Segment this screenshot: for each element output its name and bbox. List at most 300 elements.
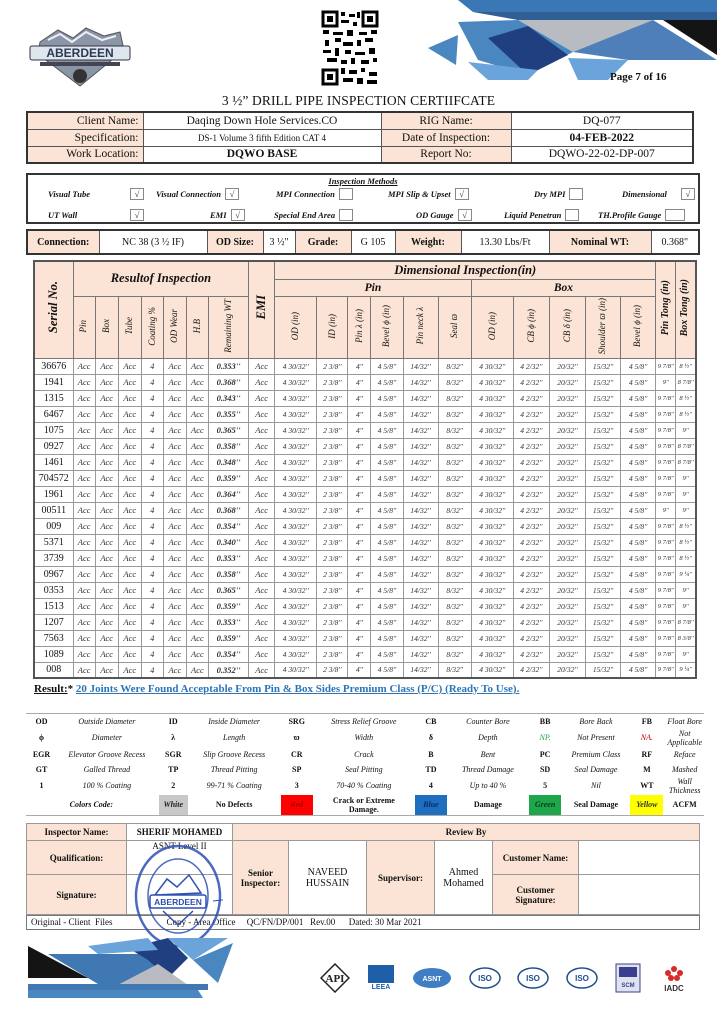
serial-no-cell: 0927 (34, 438, 73, 454)
checkbox-visual-tube[interactable]: √ (130, 188, 144, 200)
pin-neck-cell: 14/32'' (403, 630, 438, 646)
pin-bevel-cell: 4 5/8'' (371, 454, 403, 470)
customer-signature-field[interactable] (579, 875, 700, 915)
coating-cell: 4 (141, 374, 163, 390)
box-od-cell: 4 30/32'' (471, 614, 513, 630)
box-tong-cell: 8 ½'' (676, 518, 696, 534)
checkbox-visual-connection[interactable]: √ (225, 188, 239, 200)
checkbox-emi[interactable]: √ (231, 209, 245, 221)
legend-abbreviation: ID (168, 716, 178, 726)
pin-bevel-cell: 4 5/8'' (371, 662, 403, 678)
pin-id-cell: 2 3/8'' (317, 438, 348, 454)
remaining-wt-cell: 0.359'' (208, 470, 248, 486)
box-result-cell: Acc (95, 550, 118, 566)
pin-od-cell: 4 30/32'' (275, 614, 317, 630)
header-box-od: OD (in) (471, 296, 513, 358)
rig-name-value: DQ-077 (511, 112, 693, 129)
pin-od-cell: 4 30/32'' (275, 518, 317, 534)
box-tong-cell: 8 7/8'' (676, 438, 696, 454)
serial-no-cell: 1315 (34, 390, 73, 406)
tube-result-cell: Acc (118, 518, 141, 534)
color-meaning-white: No Defects (215, 800, 253, 809)
legend-abbreviation: M (643, 764, 651, 774)
serial-no-cell: 009 (34, 518, 73, 534)
box-result-cell: Acc (95, 422, 118, 438)
serial-no-cell: 1941 (34, 374, 73, 390)
table-row (34, 550, 696, 566)
cb-diameter-cell: 4 2/32'' (513, 662, 549, 678)
cb-depth-cell: 20/32'' (549, 406, 585, 422)
table-row (34, 422, 696, 438)
pin-id-cell: 2 3/8'' (317, 534, 348, 550)
pin-od-cell: 4 30/32'' (275, 390, 317, 406)
legend-row (26, 729, 704, 747)
shoulder-width-cell: 15/32'' (586, 438, 621, 454)
header-pin-tong: Pin Tong (in) (656, 261, 676, 358)
table-row (34, 358, 696, 374)
box-result-cell: Acc (95, 454, 118, 470)
tube-result-cell: Acc (118, 374, 141, 390)
pin-id-cell: 2 3/8'' (317, 662, 348, 678)
pin-od-cell: 4 30/32'' (275, 646, 317, 662)
legend-meaning: Seal Damage (574, 764, 618, 774)
pin-tong-cell: 9 7/8'' (656, 614, 676, 630)
weight-value: 13.30 Lbs/Ft (461, 230, 549, 254)
pin-neck-cell: 14/32'' (403, 598, 438, 614)
checkbox-th-profile-gauge[interactable] (665, 209, 685, 221)
pin-length-cell: 4'' (348, 406, 371, 422)
box-result-cell: Acc (95, 502, 118, 518)
checkbox-ut-wall[interactable]: √ (130, 209, 144, 221)
od-wear-cell: Acc (163, 454, 186, 470)
legend-meaning: Not Applicable (667, 728, 702, 747)
hb-cell: Acc (186, 614, 208, 630)
cb-depth-cell: 20/32'' (549, 454, 585, 470)
legend-abbreviation: TP (168, 764, 179, 774)
cb-diameter-cell: 4 2/32'' (513, 566, 549, 582)
box-result-cell: Acc (95, 630, 118, 646)
legend-abbreviation: OD (35, 716, 48, 726)
table-row (34, 390, 696, 406)
serial-no-cell: 3739 (34, 550, 73, 566)
table-row (34, 566, 696, 582)
od-wear-cell: Acc (163, 358, 186, 374)
seal-width-cell: 8/32'' (438, 358, 471, 374)
remaining-wt-cell: 0.354'' (208, 646, 248, 662)
pin-neck-cell: 14/32'' (403, 614, 438, 630)
cb-diameter-cell: 4 2/32'' (513, 422, 549, 438)
box-result-cell: Acc (95, 486, 118, 502)
legend-abbreviation: ϖ (293, 733, 300, 742)
legend-row (26, 777, 704, 795)
serial-no-cell: 5371 (34, 534, 73, 550)
checkbox-mpi-connection[interactable] (339, 188, 353, 200)
pin-od-cell: 4 30/32'' (275, 582, 317, 598)
pin-result-cell: Acc (73, 566, 95, 582)
table-row (34, 470, 696, 486)
box-bevel-cell: 4 5/8'' (621, 374, 656, 390)
header-pin-id: ID (in) (317, 296, 348, 358)
pin-id-cell: 2 3/8'' (317, 406, 348, 422)
box-od-cell: 4 30/32'' (471, 454, 513, 470)
od-wear-cell: Acc (163, 502, 186, 518)
pin-length-cell: 4'' (348, 422, 371, 438)
shoulder-width-cell: 15/32'' (586, 630, 621, 646)
remaining-wt-cell: 0.359'' (208, 630, 248, 646)
legend-abbreviation: λ (171, 733, 176, 742)
table-row (34, 518, 696, 534)
header-pin-od: OD (in) (275, 296, 317, 358)
header-pin-neck: Pin neck λ (403, 296, 438, 358)
pin-id-cell: 2 3/8'' (317, 566, 348, 582)
pin-result-cell: Acc (73, 614, 95, 630)
coating-cell: 4 (141, 358, 163, 374)
pin-bevel-cell: 4 5/8'' (371, 470, 403, 486)
seal-width-cell: 8/32'' (438, 470, 471, 486)
legend-abbreviation: EGR (32, 749, 51, 759)
box-result-cell: Acc (95, 406, 118, 422)
box-bevel-cell: 4 5/8'' (621, 358, 656, 374)
cb-depth-cell: 20/32'' (549, 486, 585, 502)
table-row (34, 598, 696, 614)
serial-no-cell: 1961 (34, 486, 73, 502)
serial-no-cell: 1089 (34, 646, 73, 662)
od-wear-cell: Acc (163, 422, 186, 438)
legend-abbreviation: PC (539, 749, 551, 759)
work-location-value: DQWO BASE (143, 146, 381, 163)
hb-cell: Acc (186, 662, 208, 678)
header-box-bevel: Bevel ϕ (in) (621, 296, 656, 358)
emi-cell: Acc (249, 518, 275, 534)
box-tong-cell: 8 ½'' (676, 358, 696, 374)
serial-no-cell: 1207 (34, 614, 73, 630)
box-result-cell: Acc (95, 614, 118, 630)
od-wear-cell: Acc (163, 470, 186, 486)
company-stamp (133, 843, 223, 949)
table-row (34, 646, 696, 662)
pin-tong-cell: 9 7/8'' (656, 406, 676, 422)
pin-neck-cell: 14/32'' (403, 502, 438, 518)
shoulder-width-cell: 15/32'' (586, 518, 621, 534)
box-tong-cell: 9'' (676, 486, 696, 502)
pin-od-cell: 4 30/32'' (275, 358, 317, 374)
shoulder-width-cell: 15/32'' (586, 550, 621, 566)
page-indicator: Page 7 of 16 (610, 71, 667, 83)
result-summary (34, 683, 519, 695)
header-result-of-inspection: Resultof Inspection (73, 261, 249, 296)
legend-abbreviation: SRG (288, 716, 305, 726)
hb-cell: Acc (186, 390, 208, 406)
pin-tong-cell: 9 7/8'' (656, 550, 676, 566)
colors-code-row (26, 795, 704, 816)
seal-width-cell: 8/32'' (438, 550, 471, 566)
color-swatch-blue: Blue (413, 795, 449, 816)
legend-abbreviation: 1 (39, 781, 44, 790)
od-wear-cell: Acc (163, 550, 186, 566)
table-row (34, 438, 696, 454)
shoulder-width-cell: 15/32'' (586, 374, 621, 390)
inspector-name-value: SHERIF MOHAMED (127, 824, 233, 841)
table-row (34, 406, 696, 422)
od-wear-cell: Acc (163, 438, 186, 454)
od-size-value: 3 ½" (263, 230, 295, 254)
box-od-cell: 4 30/32'' (471, 390, 513, 406)
checkbox-liquid-penetrant[interactable] (565, 209, 579, 221)
remaining-wt-cell: 0.365'' (208, 582, 248, 598)
pin-od-cell: 4 30/32'' (275, 406, 317, 422)
box-result-cell: Acc (95, 662, 118, 678)
pin-neck-cell: 14/32'' (403, 534, 438, 550)
box-od-cell: 4 30/32'' (471, 374, 513, 390)
cb-diameter-cell: 4 2/32'' (513, 518, 549, 534)
cb-diameter-cell: 4 2/32'' (513, 646, 549, 662)
tube-result-cell: Acc (118, 566, 141, 582)
pin-tong-cell: 9 7/8'' (656, 518, 676, 534)
method-dry-mpi: Dry MPI (534, 188, 583, 200)
result-marker: * (67, 683, 74, 695)
cb-depth-cell: 20/32'' (549, 662, 585, 678)
pin-length-cell: 4'' (348, 374, 371, 390)
remaining-wt-cell: 0.358'' (208, 438, 248, 454)
checkbox-special-end-area[interactable] (339, 209, 353, 221)
pin-tong-cell: 9 7/8'' (656, 438, 676, 454)
box-tong-cell: 8 3/8'' (676, 630, 696, 646)
emi-cell: Acc (249, 406, 275, 422)
legend-meaning: Nil (591, 781, 601, 790)
od-wear-cell: Acc (163, 486, 186, 502)
coating-cell: 4 (141, 406, 163, 422)
work-location-label: Work Location: (27, 146, 143, 163)
cb-diameter-cell: 4 2/32'' (513, 550, 549, 566)
pin-result-cell: Acc (73, 550, 95, 566)
seal-width-cell: 8/32'' (438, 614, 471, 630)
cb-diameter-cell: 4 2/32'' (513, 438, 549, 454)
header-coating: Coating % (141, 296, 163, 358)
coating-cell: 4 (141, 454, 163, 470)
svg-text:ISO: ISO (575, 974, 590, 983)
box-bevel-cell: 4 5/8'' (621, 566, 656, 582)
method-od-gauge: OD Gauge √ (416, 209, 472, 221)
specification-label: Specification: (27, 129, 143, 146)
pin-id-cell: 2 3/8'' (317, 486, 348, 502)
box-tong-cell: 9 ¼'' (676, 566, 696, 582)
box-od-cell: 4 30/32'' (471, 422, 513, 438)
document-control-footer: Original - Client Files Copy - Area Office QC/FN/DP/001 Rev.00 Dated: 30 Mar 2021 (26, 915, 700, 930)
legend-meaning: Stress Relief Groove (331, 716, 397, 726)
pin-bevel-cell: 4 5/8'' (371, 630, 403, 646)
qr-code[interactable] (321, 10, 379, 86)
pin-result-cell: Acc (73, 374, 95, 390)
pin-id-cell: 2 3/8'' (317, 630, 348, 646)
pin-result-cell: Acc (73, 534, 95, 550)
legend-meaning: Bore Back (579, 716, 613, 726)
tube-result-cell: Acc (118, 630, 141, 646)
header-serial-no: Serial No. (34, 261, 73, 358)
seal-width-cell: 8/32'' (438, 422, 471, 438)
box-od-cell: 4 30/32'' (471, 582, 513, 598)
hb-cell: Acc (186, 646, 208, 662)
coating-cell: 4 (141, 566, 163, 582)
seal-width-cell: 8/32'' (438, 374, 471, 390)
pin-neck-cell: 14/32'' (403, 454, 438, 470)
method-dimensional: Dimensional √ (622, 188, 695, 200)
inspection-data-table (33, 260, 697, 679)
box-tong-cell: 9'' (676, 646, 696, 662)
header-pin-group: Pin (275, 279, 472, 296)
box-bevel-cell: 4 5/8'' (621, 534, 656, 550)
result-label: Result: (34, 683, 68, 695)
method-special-end-area: Special End Area (274, 209, 353, 221)
pin-od-cell: 4 30/32'' (275, 438, 317, 454)
checkbox-dry-mpi[interactable] (569, 188, 583, 200)
pin-length-cell: 4'' (348, 662, 371, 678)
color-swatch-red: Red (279, 795, 315, 816)
pin-bevel-cell: 4 5/8'' (371, 502, 403, 518)
checkbox-od-gauge[interactable]: √ (458, 209, 472, 221)
shoulder-width-cell: 15/32'' (586, 582, 621, 598)
cb-diameter-cell: 4 2/32'' (513, 582, 549, 598)
method-mpi-connection: MPI Connection (276, 188, 353, 200)
seal-width-cell: 8/32'' (438, 454, 471, 470)
hb-cell: Acc (186, 550, 208, 566)
inspector-name-label: Inspector Name: (27, 824, 127, 841)
grade-value: G 105 (351, 230, 395, 254)
legend-abbreviation: BB (539, 716, 551, 726)
tube-result-cell: Acc (118, 358, 141, 374)
legend-abbreviation: 2 (171, 781, 176, 790)
pin-neck-cell: 14/32'' (403, 358, 438, 374)
tube-result-cell: Acc (118, 614, 141, 630)
table-row (34, 486, 696, 502)
pin-result-cell: Acc (73, 422, 95, 438)
seal-width-cell: 8/32'' (438, 502, 471, 518)
box-tong-cell: 8 7/8'' (676, 374, 696, 390)
pin-id-cell: 2 3/8'' (317, 470, 348, 486)
table-row (34, 502, 696, 518)
seal-width-cell: 8/32'' (438, 630, 471, 646)
pin-tong-cell: 9 7/8'' (656, 646, 676, 662)
header-seal-width: Seal ϖ (438, 296, 471, 358)
box-tong-cell: 9'' (676, 470, 696, 486)
pin-result-cell: Acc (73, 358, 95, 374)
pin-od-cell: 4 30/32'' (275, 630, 317, 646)
table-row (34, 454, 696, 470)
cb-depth-cell: 20/32'' (549, 598, 585, 614)
cb-depth-cell: 20/32'' (549, 374, 585, 390)
serial-no-cell: 0353 (34, 582, 73, 598)
checkbox-dimensional[interactable]: √ (681, 188, 695, 200)
legend-abbreviation: SP (292, 764, 302, 774)
box-result-cell: Acc (95, 646, 118, 662)
header-od-wear: OD Wear (163, 296, 186, 358)
legend-meaning: Bent (480, 749, 496, 759)
signature-table (26, 823, 700, 915)
tube-result-cell: Acc (118, 646, 141, 662)
legend-meaning: Not Present (577, 733, 615, 742)
header-tube: Tube (118, 296, 141, 358)
pin-tong-cell: 9 7/8'' (656, 470, 676, 486)
hb-cell: Acc (186, 406, 208, 422)
coating-cell: 4 (141, 486, 163, 502)
emi-cell: Acc (249, 374, 275, 390)
pin-length-cell: 4'' (348, 550, 371, 566)
pin-result-cell: Acc (73, 470, 95, 486)
box-bevel-cell: 4 5/8'' (621, 502, 656, 518)
legend-meaning: 100 % Coating (82, 781, 132, 790)
pin-result-cell: Acc (73, 646, 95, 662)
hb-cell: Acc (186, 470, 208, 486)
tube-result-cell: Acc (118, 502, 141, 518)
tube-result-cell: Acc (118, 486, 141, 502)
table-row (34, 630, 696, 646)
legend-meaning: Crack (354, 749, 374, 759)
od-wear-cell: Acc (163, 646, 186, 662)
legend-abbreviation: SD (539, 764, 551, 774)
box-od-cell: 4 30/32'' (471, 486, 513, 502)
customer-name-label: Customer Name: (493, 841, 579, 875)
pin-od-cell: 4 30/32'' (275, 550, 317, 566)
remaining-wt-cell: 0.353'' (208, 550, 248, 566)
legend-meaning: Galled Thread (83, 764, 131, 774)
cb-depth-cell: 20/32'' (549, 566, 585, 582)
method-ut-wall: UT Wall √ (48, 209, 144, 221)
od-wear-cell: Acc (163, 630, 186, 646)
pin-tong-cell: 9 7/8'' (656, 390, 676, 406)
header-pin-length: Pin λ (in) (348, 296, 371, 358)
pin-id-cell: 2 3/8'' (317, 502, 348, 518)
legend-meaning: Thread Damage (461, 764, 514, 774)
signature-label: Signature: (27, 875, 127, 915)
pin-length-cell: 4'' (348, 518, 371, 534)
pin-id-cell: 2 3/8'' (317, 454, 348, 470)
box-bevel-cell: 4 5/8'' (621, 582, 656, 598)
senior-inspector-value: NAVEED HUSSAIN (289, 841, 367, 915)
pin-result-cell: Acc (73, 598, 95, 614)
connection-value: NC 38 (3 ½ IF) (99, 230, 207, 254)
seal-width-cell: 8/32'' (438, 486, 471, 502)
legend-meaning: Premium Class (571, 749, 621, 759)
box-result-cell: Acc (95, 374, 118, 390)
box-bevel-cell: 4 5/8'' (621, 614, 656, 630)
pin-bevel-cell: 4 5/8'' (371, 422, 403, 438)
box-bevel-cell: 4 5/8'' (621, 422, 656, 438)
checkbox-mpi-slip-upset[interactable]: √ (455, 188, 469, 200)
pin-tong-cell: 9 7/8'' (656, 662, 676, 678)
od-wear-cell: Acc (163, 390, 186, 406)
header-cb-diameter: CB ϕ (in) (513, 296, 549, 358)
serial-no-cell: 1461 (34, 454, 73, 470)
emi-cell: Acc (249, 422, 275, 438)
coating-cell: 4 (141, 662, 163, 678)
box-result-cell: Acc (95, 470, 118, 486)
cb-depth-cell: 20/32'' (549, 550, 585, 566)
certification-logos (320, 962, 690, 994)
result-text: 20 Joints Were Found Acceptable From Pin & Box Sides Premium Class (P/C) (Ready To Use). (75, 683, 520, 695)
pin-tong-cell: 9'' (656, 374, 676, 390)
customer-name-field[interactable] (579, 841, 700, 875)
coating-cell: 4 (141, 646, 163, 662)
color-meaning-blue: Damage (473, 800, 502, 809)
table-row (34, 662, 696, 678)
header-box: Box (95, 296, 118, 358)
pin-bevel-cell: 4 5/8'' (371, 518, 403, 534)
legend-meaning: Diameter (91, 733, 122, 742)
iso-logo-1 (469, 966, 501, 990)
emi-cell: Acc (249, 358, 275, 374)
hb-cell: Acc (186, 518, 208, 534)
coating-cell: 4 (141, 390, 163, 406)
box-bevel-cell: 4 5/8'' (621, 390, 656, 406)
